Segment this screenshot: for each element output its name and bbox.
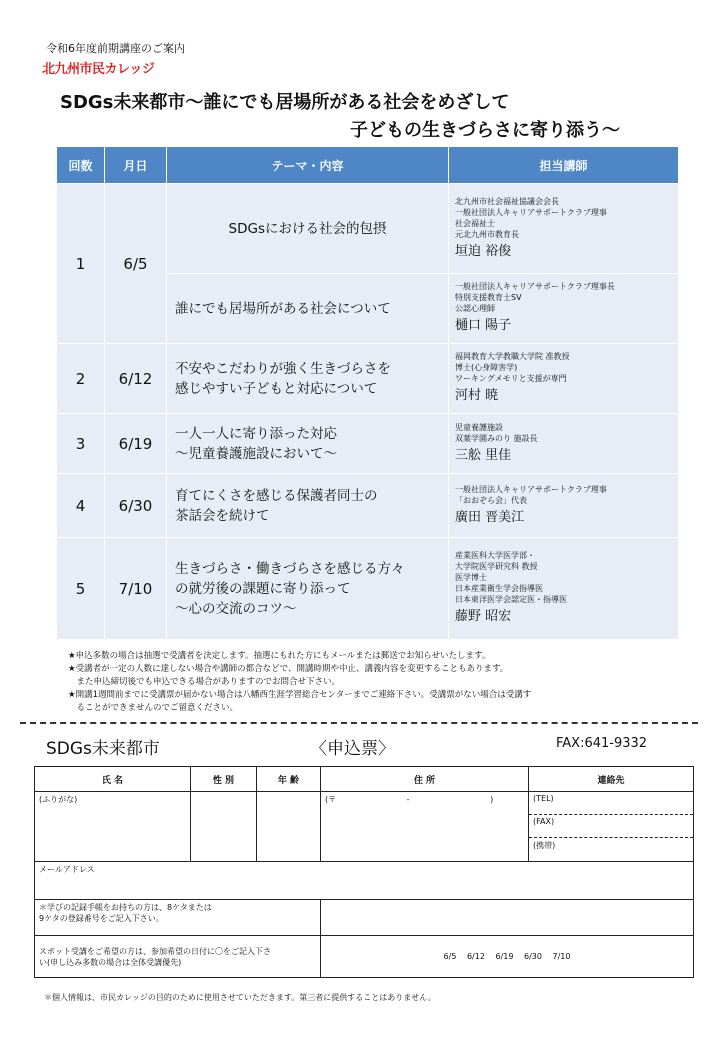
- session-number: 2: [57, 344, 105, 414]
- session-number: 4: [57, 474, 105, 538]
- passbook-line: 9ケタの登録番号をご記入下さい。: [39, 914, 164, 923]
- spot-line: い(申し込み多数の場合は全体受講優先): [39, 957, 182, 967]
- instructor-cell: [449, 414, 679, 474]
- postal-prefix: (〒: [325, 795, 337, 804]
- theme-line: 感じやすい子どもと対応について: [175, 380, 378, 397]
- header-address: 住 所: [321, 767, 529, 792]
- theme-line: 育てにくさを感じる保護者同士の: [175, 487, 378, 504]
- session-theme: SDGsにおける社会的包摂: [167, 184, 449, 274]
- table-row: [57, 344, 679, 414]
- postal-dash: -: [406, 795, 410, 804]
- session-theme: 誰にでも居場所がある社会について: [167, 274, 449, 344]
- instructor-title: 医学博士: [455, 573, 487, 582]
- theme-line: 生きづらさ・働きづらさを感じる方々: [175, 560, 405, 577]
- postal-suffix: ): [490, 795, 494, 804]
- header-age: 年 齢: [257, 767, 321, 792]
- instructor-title: 産業医科大学医学部・: [455, 551, 535, 560]
- theme-line: 不安やこだわりが強く生きづらさを: [175, 360, 391, 377]
- note-line: ★申込多数の場合は抽選で受講者を決定します。抽選にもれた方にもメールまたは郵送でお知らせいたします。: [68, 651, 491, 661]
- session-theme: [167, 538, 449, 640]
- theme-line: 茶話会を続けて: [175, 507, 270, 524]
- session-number: 1: [57, 184, 105, 344]
- theme-line: ～心の交流のコツ～: [175, 600, 297, 617]
- tel-field[interactable]: (TEL): [529, 792, 693, 815]
- instructor-title: 双葉学園みのり 施設長: [455, 433, 538, 443]
- header-kicker: 令和6年度前期講座のご案内: [46, 42, 185, 55]
- notes: [68, 650, 688, 715]
- spot-label: [35, 936, 321, 978]
- form-input-row: [35, 792, 694, 862]
- instructor-cell: [449, 538, 679, 640]
- name-field[interactable]: [35, 792, 191, 862]
- email-row: [35, 862, 694, 900]
- instructor-title: 元北九州市教育長: [455, 229, 519, 239]
- instructor-title: 大学院医学研究科 教授: [455, 562, 538, 571]
- instructor-title: 特別支援教育士SV: [455, 293, 522, 302]
- instructor-cell: [449, 184, 679, 274]
- table-row: [57, 474, 679, 538]
- cut-line: [20, 722, 698, 724]
- address-field[interactable]: [321, 792, 529, 862]
- application-form: [34, 766, 694, 978]
- instructor-name: 藤野 昭宏: [455, 609, 512, 624]
- note-line: ★受講者が一定の人数に達しない場合や講師の都合などで、開講時期や中止、講義内容を変更することもあります。: [68, 664, 509, 674]
- session-number: 5: [57, 538, 105, 640]
- instructor-title: 公認心理師: [455, 304, 495, 313]
- passbook-line: ＊学びの記録手帳をお持ちの方は、8ケタまたは: [39, 903, 212, 912]
- contact-field: [529, 792, 694, 862]
- session-date: 6/5: [105, 184, 167, 344]
- schedule-header-row: [57, 147, 679, 184]
- header-contact: 連絡先: [529, 767, 694, 792]
- header-theme: テーマ・内容: [167, 147, 449, 184]
- instructor-name: 樋口 陽子: [455, 318, 512, 333]
- header-date: 月日: [105, 147, 167, 184]
- note-line: ることができませんのでご留意ください。: [68, 703, 239, 713]
- session-number: 3: [57, 414, 105, 474]
- theme-line: の就労後の課題に寄り添って: [175, 580, 351, 597]
- instructor-title: 一般社団法人キャリアサポートクラブ理事: [455, 207, 607, 217]
- email-field[interactable]: [35, 862, 694, 900]
- spot-line: スポット受講をご希望の方は、参加希望の日付に〇をご記入下さ: [39, 946, 271, 956]
- header-instructor: 担当講師: [449, 147, 679, 184]
- instructor-title: 福岡教育大学教職大学院 准教授: [455, 352, 570, 361]
- note-line: また申込締切後でも申込できる場合がありますのでお問合せ下さい。: [68, 677, 341, 687]
- spot-row: [35, 936, 694, 978]
- instructor-name: 廣田 晋美江: [455, 509, 525, 525]
- table-row: [57, 538, 679, 640]
- session-theme: [167, 474, 449, 538]
- instructor-title: ワーキングメモリと支援が専門: [455, 374, 567, 383]
- session-theme: [167, 344, 449, 414]
- session-date: 6/19: [105, 414, 167, 474]
- furigana-label: (ふりがな): [39, 795, 78, 804]
- instructor-title: 児童養護施設: [455, 422, 503, 432]
- table-row: [57, 414, 679, 474]
- instructor-title: 「おおぞら会」代表: [455, 495, 527, 505]
- passbook-label: [35, 900, 321, 936]
- instructor-title: 日本産業衛生学会指導医: [455, 584, 543, 593]
- session-date: 6/12: [105, 344, 167, 414]
- instructor-cell: [449, 474, 679, 538]
- theme-line: ～児童養護施設において～: [175, 445, 337, 462]
- fax-number: FAX:641-9332: [556, 736, 648, 751]
- note-line: ★開講1週間前までに受講票が届かない場合は八幡西生涯学習総合センターまでご連絡下さい。受講票がない場合は受講す: [68, 690, 532, 700]
- college-logo: 北九州市民カレッジ: [42, 62, 155, 77]
- instructor-title: 一般社団法人キャリアサポートクラブ理事長: [455, 282, 615, 291]
- passbook-number-field[interactable]: [321, 900, 694, 936]
- mobile-field[interactable]: (携帯): [533, 841, 556, 850]
- instructor-cell: [449, 274, 679, 344]
- email-label: メールアドレス: [39, 865, 95, 874]
- instructor-cell: [449, 344, 679, 414]
- session-date: 6/30: [105, 474, 167, 538]
- spot-dates[interactable]: 6/5 6/12 6/19 6/30 7/10: [321, 936, 694, 978]
- schedule-table: [56, 146, 679, 640]
- session-date: 7/10: [105, 538, 167, 640]
- header-name: 氏 名: [35, 767, 191, 792]
- fax-field[interactable]: (FAX): [529, 815, 693, 838]
- page-title-line2: 子どもの生きづらさに寄り添う～: [350, 120, 620, 141]
- age-field[interactable]: [257, 792, 321, 862]
- instructor-title: 博士(心身障害学): [455, 363, 518, 372]
- gender-field[interactable]: [191, 792, 257, 862]
- instructor-name: 三舩 里佳: [455, 447, 512, 463]
- privacy-note: ＊個人情報は、市民カレッジの目的のために使用させていただきます。第三者に提供することはありません。: [44, 993, 436, 1002]
- instructor-title: 北九州市社会福祉協議会会長: [455, 196, 559, 206]
- passbook-row: [35, 900, 694, 936]
- instructor-title: 社会福祉士: [455, 218, 495, 228]
- table-row: [57, 184, 679, 274]
- instructor-title: 日本東洋医学会認定医・指導医: [455, 595, 567, 604]
- theme-line: 一人一人に寄り添った対応: [175, 425, 337, 442]
- page-title-line1: SDGs未来都市～誰にでも居場所がある社会をめざして: [60, 92, 510, 113]
- form-header-row: [35, 767, 694, 792]
- header-gender: 性 別: [191, 767, 257, 792]
- session-theme: [167, 414, 449, 474]
- instructor-title: 一般社団法人キャリアサポートクラブ理事: [455, 484, 607, 494]
- form-title: SDGs未来都市: [46, 739, 160, 759]
- instructor-name: 河村 暁: [455, 388, 499, 403]
- header-num: 回数: [57, 147, 105, 184]
- form-heading: 〈申込票〉: [310, 739, 395, 759]
- instructor-name: 垣迫 裕俊: [455, 243, 512, 259]
